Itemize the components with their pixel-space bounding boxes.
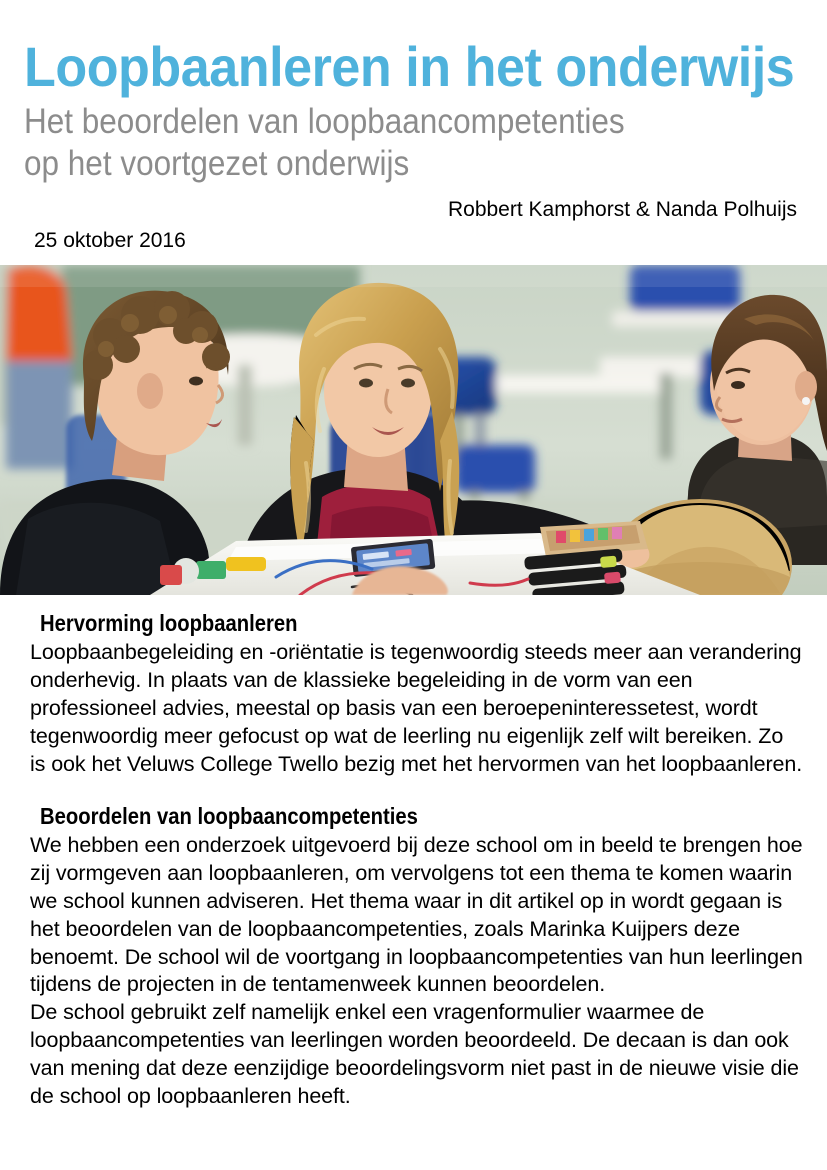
section-paragraph: Loopbaanbegeleiding en -oriëntatie is tegenwoordig steeds meer aan verandering onderhevig. In plaats van de klassieke begeleiding in de vorm van een professioneel advies, meestal op basis van een beroepeninteressetest, wordt tegenwoordig meer gefocust op wat de leerling nu eigenlijk zelf wilt bereiken. Zo is ook het Veluws College Twello bezig met het hervormen van het loopbaanleren. [30, 639, 803, 776]
section-heading: Beoordelen van loopbaancompetenties [40, 803, 418, 830]
section-beoordelen-van-loopbaancompetenties [30, 804, 803, 1111]
document-subtitle-line-2: op het voortgezet onderwijs [24, 144, 410, 184]
section-heading: Hervorming loopbaanleren [40, 610, 298, 637]
classroom-photo-illustration [0, 265, 827, 595]
publication-date: 25 oktober 2016 [34, 229, 186, 253]
article-body [0, 595, 827, 1111]
date-row [24, 228, 803, 253]
document-masthead [0, 0, 827, 253]
document-subtitle [24, 101, 725, 185]
section-paragraph: We hebben een onderzoek uitgevoerd bij deze school om in beeld te brengen hoe zij vormgeven aan loopbaanleren, om vervolgens tot een thema te komen waarin we school kunnen adviseren. Het thema waar in dit artikel op in wordt gegaan is het beoordelen van de loopbaancompetenties, zoals Marinka Kuijpers deze benoemt. De school wil de voortgang in loopbaancompetenties van hun leerlingen tijdens de projecten in de tentamenweek kunnen beoordelen. [30, 832, 803, 997]
byline-row [24, 197, 803, 222]
section-hervorming-loopbaanleren [30, 611, 803, 778]
section-paragraph: De school gebruikt zelf namelijk enkel een vragenformulier waarmee de loopbaancompetenties van leerlingen worden beoordeeld. De decaan is dan ook van mening dat deze eenzijdige beoordelingsvorm niet past in de nieuwe visie die de school op loopbaanleren heeft. [30, 1000, 799, 1109]
page-title: Loopbaanleren in het onderwijs [24, 35, 795, 98]
author-names: Robbert Kamphorst & Nanda Polhuijs [447, 198, 797, 222]
hero-image [0, 265, 827, 595]
document-subtitle-line-1: Het beoordelen van loopbaancompetenties [24, 102, 625, 142]
